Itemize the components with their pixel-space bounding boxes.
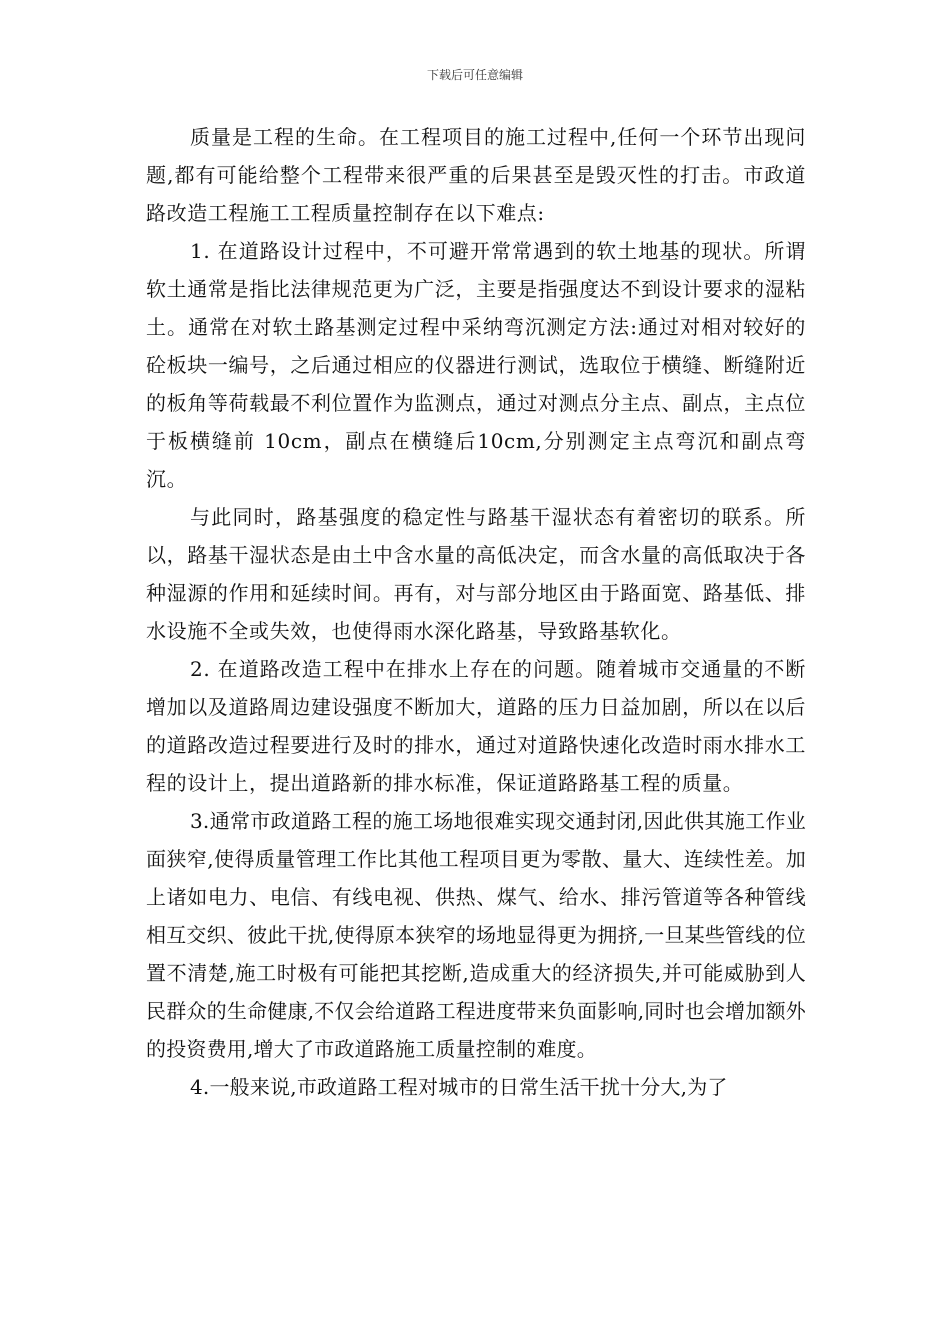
- paragraph-intro: 质量是工程的生命。在工程项目的施工过程中,任何一个环节出现问题,都有可能给整个工程带来很严重的后果甚至是毁灭性的打击。市政道路改造工程施工工程质量控制存在以下难点:: [146, 125, 806, 225]
- paragraph-point-2: 2. 在道路改造工程中在排水上存在的问题。随着城市交通量的不断增加以及道路周边建设强度不断加大，道路的压力日益加剧，所以在以后的道路改造过程要进行及时的排水，通过对道路快速化改造时雨水排水工程的设计上，提出道路新的排水标准，保证道路路基工程的质量。: [146, 657, 806, 795]
- paragraph-point-1: 1. 在道路设计过程中，不可避开常常遇到的软土地基的现状。所谓软土通常是指比法律规范更为广泛，主要是指强度达不到设计要求的湿粘土。通常在对软土路基测定过程中采纳弯沉测定方法:通过对相对较好的砼板块一编号，之后通过相应的仪器进行测试，选取位于横缝、断缝附近的板角等荷载最不利位置作为监测点，通过对测点分主点、副点，主点位于板横缝前 10cm，副点在横缝后10cm,分别测定主点弯沉和副点弯沉。: [146, 239, 806, 491]
- paragraph-point-4: 4.一般来说,市政道路工程对城市的日常生活干扰十分大,为了: [190, 1075, 728, 1099]
- page-header-note: 下载后可任意编辑: [426, 68, 523, 82]
- paragraph-point-3: 3.通常市政道路工程的施工场地很难实现交通封闭,因此供其施工作业面狭窄,使得质量管理工作比其他工程项目更为零散、量大、连续性差。加上诸如电力、电信、有线电视、供热、煤气、给水、排污管道等各种管线相互交织、彼此干扰,使得原本狭窄的场地显得更为拥挤,一旦某些管线的位置不清楚,施工时极有可能把其挖断,造成重大的经济损失,并可能威胁到人民群众的生命健康,不仅会给道路工程进度带来负面影响,同时也会增加额外的投资费用,增大了市政道路施工质量控制的难度。: [146, 809, 806, 1061]
- paragraph-point-1-cont: 与此同时，路基强度的稳定性与路基干湿状态有着密切的联系。所以，路基干湿状态是由土中含水量的高低决定，而含水量的高低取决于各种湿源的作用和延续时间。再有，对与部分地区由于路面宽、路基低、排水设施不全或失效，也使得雨水深化路基，导致路基软化。: [146, 505, 806, 643]
- document-body: [146, 118, 806, 1106]
